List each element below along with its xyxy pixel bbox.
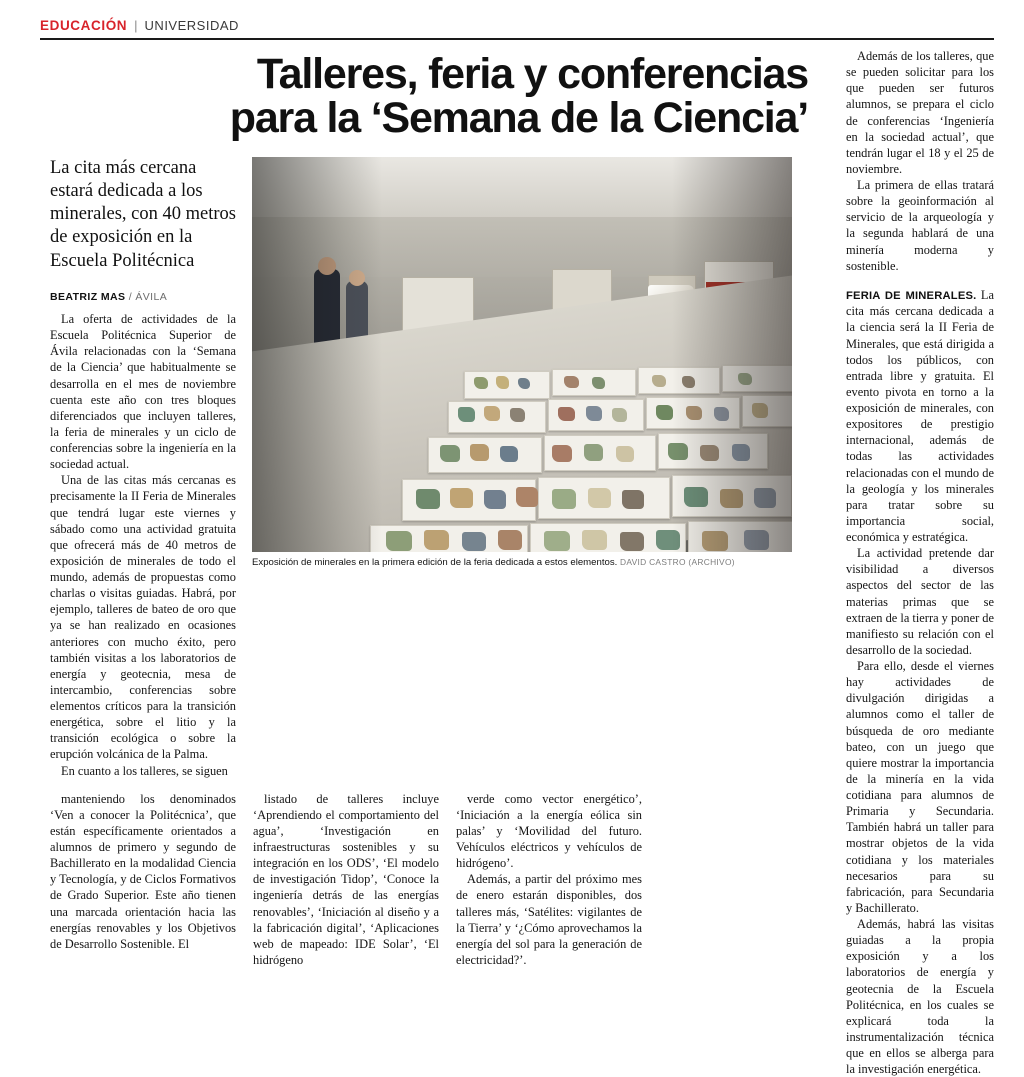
sidebar-section-heading: FERIA DE MINERALES.: [846, 289, 977, 302]
byline-author: BEATRIZ MAS: [50, 291, 126, 304]
paragraph: manteniendo los denominados ‘Ven a conocer la Politécnica’, que están específicamente orientados a alumnos de primero y segundo de Bachillerato en la modalidad Ciencia y Tecnología, y de Ciclos Formativos de Grado Superior. Este año tienen una marcada orientación hacia las energías renovables y los Objetivos de Desarrollo Sostenible. El: [50, 791, 236, 951]
sidebar-section-minerals: [846, 287, 994, 1077]
sidebar-section-lead: La cita más cercana dedicada a la ciencia será la II Feria de Minerales, que está dirigida a todos los públicos, con entrada libre y gratuita. El evento pivota en torno a la exposición de minerales, con expositores de prestigio internacional, además de todas las actividades relacionadas con el mundo de la geología y los minerales para tratar sobre su importancia social, económica y estratégica.: [846, 287, 994, 545]
paragraph: listado de talleres incluye ‘Aprendiendo el comportamiento del agua’, ‘Investigación en infraestructuras sostenibles y su integración en los ODS’, ‘El modelo de investigación Tidop’, ‘Conoce la ingeniería detrás de las energías renovables’, ‘Iniciación al diseño y a la fabricación digital’, ‘Aplicaciones web de mapeado: IDE Solar’, ‘El hidrógeno: [253, 791, 439, 967]
byline-separator: /: [128, 291, 133, 304]
paragraph: Una de las citas más cercanas es precisamente la II Feria de Minerales que tendrá lugar este viernes y sábado como una actividad gratuita que ofrecerá más de 40 metros de exposición de minerales de todo el mundo, además de propuestas como charlas o visitas guiadas. Habrá, por ejemplo, talleres de bateo de oro que ya se han realizado en ocasiones anteriores con mucho éxito, pero también visitas a los laboratorios de energía y geotecnia, mesa de intercambio, conferencias sobre elementos críticos para la transición energética, sobre el litio y la transición ecológica o sobre la erupción volcánica de la Palma.: [50, 473, 236, 762]
standfirst: La cita más cercana estará dedicada a los minerales, con 40 metros de exposición en la Escuela Politécnica: [50, 157, 236, 271]
standfirst-column: [40, 157, 236, 779]
subsection-label: UNIVERSIDAD: [144, 18, 239, 33]
photo-minerals-fair: [252, 157, 792, 552]
section-kicker: [40, 18, 994, 40]
page-layout: [40, 48, 994, 1077]
sidebar-column: [826, 48, 994, 1077]
section-label: EDUCACIÓN: [40, 18, 128, 33]
paragraph: La oferta de actividades de la Escuela Politécnica Superior de Ávila relacionadas con la ‘Semana de la Ciencia’ que habitualmente se desarrolla en el mes de noviembre cuenta este año con tres bloques diferenciados que incluyen talleres, la feria de minerales y un ciclo de conferencias sobre la ingeniería en la sociedad actual.: [50, 312, 236, 472]
byline: [50, 291, 236, 303]
kicker-separator: |: [134, 18, 138, 33]
photo-credit: DAVID CASTRO (ARCHIVO): [619, 556, 735, 567]
sidebar-text-top: [846, 48, 994, 274]
page-title: [50, 52, 826, 141]
body-column-2: [50, 791, 236, 968]
caption-text: Exposición de minerales en la primera edición de la feria dedicada a estos elementos.: [252, 556, 618, 568]
body-column-4: [456, 791, 642, 968]
main-article-zone: [40, 48, 826, 1077]
body-column-1: [50, 311, 236, 779]
paragraph: Para ello, desde el viernes hay actividades de divulgación dirigidas a alumnos como el taller de búsqueda de oro mediante bateo, con un juego que quiere mostrar la importancia de la minería en la vida cotidiana para alumnos de Primaria y Secundaria. También habrá un taller para mostrar objetos de la vida cotidiana y los materiales necesarios para su fabricación, para Secundaria y Bachillerato.: [846, 659, 994, 915]
byline-outlet: ÁVILA: [135, 291, 168, 304]
paragraph: Además, habrá las visitas guiadas a la propia exposición y a los laboratorios de energía y geotecnia de la Escuela Politécnica, en los cuales se explicará toda la instrumentalización técnica que en ellos se alberga para la investigación energética.: [846, 917, 994, 1077]
headline-line-2: para la ‘Semana de la Ciencia’: [229, 94, 808, 143]
article-photo-block: [252, 157, 792, 779]
paragraph: La actividad pretende dar visibilidad a diversos aspectos del sector de las materias primas que se extraen de la tierra y poner de manifiesto su relación con el desarrollo de la sociedad.: [846, 546, 994, 657]
paragraph: verde como vector energético’, ‘Iniciación a la energía eólica sin palas’ y ‘Movilidad del futuro. Vehículos eléctricos y vehículos de hidrógeno’.: [456, 791, 642, 871]
body-column-3: [253, 791, 439, 968]
lower-columns: [40, 791, 826, 968]
paragraph: La primera de ellas tratará sobre la geoinformación al servicio de la arqueología y la segunda hablará de una minería moderna y sostenible.: [846, 178, 994, 273]
paragraph: Además de los talleres, que se pueden solicitar para los que pueden ser futuros alumnos, se prepara el ciclo de conferencias ‘Ingeniería en la sociedad actual’, que tendrán lugar el 18 y el 25 de noviembre.: [846, 49, 994, 176]
photo-caption: [252, 552, 792, 569]
paragraph: En cuanto a los talleres, se siguen: [61, 763, 228, 778]
headline-line-1: Talleres, feria y conferencias: [256, 50, 808, 98]
upper-block: [40, 157, 826, 779]
paragraph: Además, a partir del próximo mes de enero estarán disponibles, dos talleres más, ‘Satélites: vigilantes de la Tierra’ y ‘¿Cómo aprovechamos la energía del sol para la generación de electricidad?’.: [456, 872, 642, 967]
